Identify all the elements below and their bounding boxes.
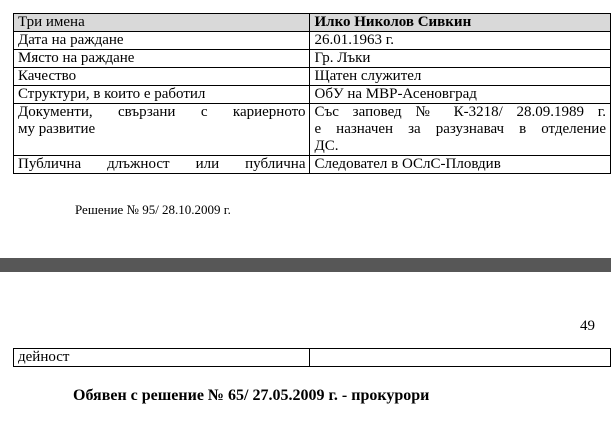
career-documents-value-line: Със заповед № К-3218/ 28.09.1989 г. bbox=[314, 104, 606, 120]
table-row-continuation bbox=[14, 349, 611, 367]
public-position-label: Публична длъжност или публична bbox=[14, 156, 310, 174]
structures-value: ОбУ на МВР-Асеновград bbox=[310, 86, 611, 104]
page-break-band bbox=[0, 258, 611, 272]
table-row-birth-place bbox=[14, 50, 611, 68]
table-row-full-name bbox=[14, 14, 611, 32]
public-position-value: Следовател в ОСлС-Пловдив bbox=[310, 156, 611, 174]
birth-place-label: Място на раждане bbox=[14, 50, 310, 68]
birth-date-label: Дата на раждане bbox=[14, 32, 310, 50]
continuation-value bbox=[310, 349, 611, 367]
birth-place-value: Гр. Лъки bbox=[310, 50, 611, 68]
career-documents-value-line: ДС. bbox=[314, 138, 339, 154]
full-name-value: Илко Николов Сивкин bbox=[310, 14, 611, 32]
table-row-public-position bbox=[14, 156, 611, 174]
career-documents-value-line: е назначен за разузнавач в отделение bbox=[314, 121, 606, 137]
capacity-value: Щатен служител bbox=[310, 68, 611, 86]
career-documents-label-line: Документи, свързани с кариерното bbox=[18, 104, 306, 120]
career-documents-label bbox=[14, 104, 310, 156]
person-info-table bbox=[13, 13, 611, 174]
continuation-label: дейност bbox=[14, 349, 310, 367]
capacity-label: Качество bbox=[14, 68, 310, 86]
announcement-heading: Обявен с решение № 65/ 27.05.2009 г. - прокурори bbox=[73, 387, 430, 404]
career-documents-label-line: му развитие bbox=[18, 121, 96, 137]
table-row-birth-date bbox=[14, 32, 611, 50]
career-documents-value bbox=[310, 104, 611, 156]
structures-label: Структури, в които е работил bbox=[14, 86, 310, 104]
page-number: 49 bbox=[580, 318, 595, 334]
table-row-structures bbox=[14, 86, 611, 104]
decision-note: Решение № 95/ 28.10.2009 г. bbox=[75, 202, 231, 217]
full-name-label: Три имена bbox=[14, 14, 310, 32]
table-row-capacity bbox=[14, 68, 611, 86]
table-row-career-documents bbox=[14, 104, 611, 156]
continuation-table bbox=[13, 348, 611, 367]
birth-date-value: 26.01.1963 г. bbox=[310, 32, 611, 50]
